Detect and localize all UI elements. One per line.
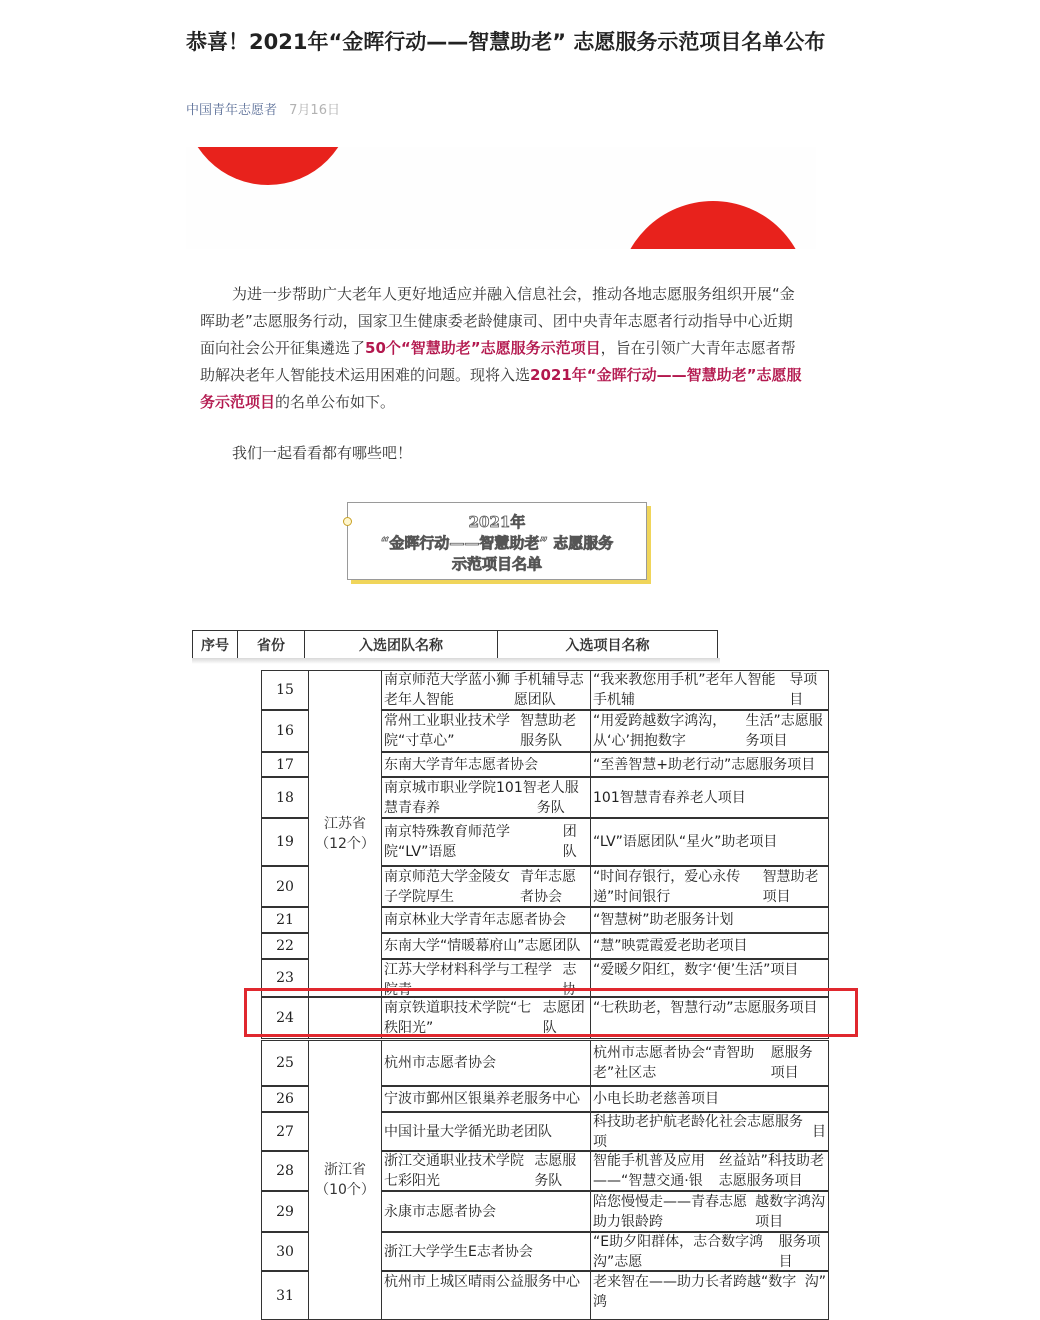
- project-name: [590, 1232, 829, 1271]
- cell-line: “用爱跨越数字鸿沟，从‘心’拥抱数字: [593, 713, 727, 749]
- province-label: （12个）: [315, 835, 375, 852]
- cell-line: 杭州市志愿者协会: [384, 1055, 496, 1071]
- province-label: 江苏省: [323, 815, 366, 832]
- cell-line: “慧”映霓霞爱老助老项目: [593, 938, 748, 954]
- project-name: [590, 1040, 829, 1086]
- cell-line: 导项目: [789, 672, 818, 708]
- cell-line: 陪您慢慢走——青春志愿助力银龄跨: [593, 1193, 747, 1230]
- highlight-box: [244, 988, 858, 1037]
- team-name: [381, 1040, 591, 1086]
- header-team: 入选团队名称: [305, 631, 498, 659]
- team-name: [381, 907, 591, 933]
- cell-line: 南京师范大学蓝小狮老年人智能: [384, 672, 510, 708]
- cell-line: 老来智在——助力长者跨越“数字鸿: [593, 1274, 797, 1310]
- team-name: [381, 866, 591, 907]
- cell-line: 浙江大学学生E志者协会: [384, 1243, 533, 1260]
- author-link[interactable]: 中国青年志愿者: [186, 103, 278, 118]
- row-number: 30: [261, 1232, 309, 1271]
- cell-line: “爱暖夕阳红，数字‘便’生活”项目: [593, 962, 799, 978]
- project-name: [590, 1112, 829, 1151]
- project-name: [590, 1151, 829, 1191]
- list-title-line-2: “金晖行动——智慧助老” 志愿服务: [380, 534, 614, 552]
- cell-line: “我来教您用手机”老年人智能手机辅: [593, 672, 776, 708]
- intro-highlight-name: 2021年“金晖行动——智慧助老”志愿服务示范项目: [200, 366, 802, 411]
- province-label: 浙江省: [323, 1162, 366, 1178]
- cell-line: 宁波市鄞州区银巢养老服务中心: [384, 1091, 580, 1107]
- cell-line: 智慧助老项目: [762, 868, 819, 905]
- article-title: 恭喜！2021年“金晖行动——智慧助老” 志愿服务示范项目名单公布: [186, 30, 826, 54]
- list-title-line-3: 示范项目名单: [451, 555, 542, 573]
- cell-line: “E助夕阳群体，志合数字鸿沟”志愿: [593, 1233, 764, 1270]
- team-name: [381, 1191, 591, 1232]
- row-number: 19: [261, 818, 309, 866]
- cell-line: 永康市志愿者协会: [384, 1203, 496, 1220]
- intro-highlight-count: 50个“智慧助老”志愿服务示范项目: [365, 339, 601, 357]
- cell-line: 老人服务队: [536, 779, 579, 816]
- cell-line: 杭州市上城区晴雨公益服务中心: [384, 1274, 580, 1290]
- project-name: [590, 818, 829, 866]
- intro-text-c: 的名单公布如下。: [275, 393, 396, 411]
- project-name: [590, 710, 829, 752]
- cell-line: 101智慧青春养老人项目: [593, 789, 746, 806]
- project-name: [590, 777, 829, 818]
- cell-line: 志愿团队: [542, 1000, 585, 1036]
- project-name: [590, 752, 829, 777]
- cell-line: “LV”语愿团队“星火”助老项目: [593, 834, 778, 850]
- cell-line: 服务项目: [778, 1233, 821, 1270]
- row-number: 27: [261, 1112, 309, 1151]
- cell-line: 小电长助老慈善项目: [593, 1091, 719, 1107]
- province-cell: [308, 670, 382, 997]
- project-name: [590, 933, 829, 959]
- project-name: [590, 1191, 829, 1232]
- team-name: [381, 1112, 591, 1151]
- team-name: [381, 818, 591, 866]
- cell-line: “至善智慧+助老行动”志愿服务项目: [593, 756, 816, 773]
- cell-line: 南京师范大学金陵女子学院厚生: [384, 868, 510, 905]
- cell-line: 生活”志愿服务项目: [745, 713, 823, 749]
- intro-text-b: ，旨在引领广大青年志愿者帮助解决老年人智能技术运用困难的问题。现将入选: [200, 339, 796, 384]
- cell-line: 江苏大学材料科学与工程学院青: [384, 962, 552, 997]
- cell-line: 青年志愿者协会: [520, 868, 576, 905]
- cell-line: 智能手机普及应用——“智慧交通·银: [593, 1153, 705, 1189]
- intro-text-a: 为进一步帮助广大老年人更好地适应并融入信息社会，推动各地志愿服务组织开展“金晖助老”志愿服务行动，国家卫生健康委老龄健康司、团中央青年志愿者行动指导中心近期面向社会公开征集遴选了: [200, 285, 795, 357]
- cell-line: 志协: [562, 962, 577, 997]
- cell-line: 东南大学青年志愿者协会: [384, 756, 538, 773]
- header-no: 序号: [193, 631, 238, 659]
- team-name: [381, 1086, 591, 1112]
- row-number: 20: [261, 866, 309, 907]
- cell-line: “七秩助老，智慧行动”志愿服务项目: [593, 1000, 818, 1016]
- row-number: 17: [261, 752, 309, 777]
- row-number: 29: [261, 1191, 309, 1232]
- row-number: 22: [261, 933, 309, 959]
- project-table: [261, 0, 829, 1312]
- project-name: [590, 866, 829, 907]
- publish-date: 7月16日: [289, 103, 340, 118]
- project-name: [590, 907, 829, 933]
- team-name: [381, 933, 591, 959]
- row-number: 31: [261, 1271, 309, 1320]
- row-number: 25: [261, 1040, 309, 1086]
- cell-line: 东南大学“情暖幕府山”志愿团队: [384, 938, 581, 954]
- project-name: [590, 1086, 829, 1112]
- row-number: 23: [261, 959, 309, 997]
- cell-line: 手机辅导志愿团队: [513, 672, 584, 708]
- province-label: （10个）: [315, 1182, 375, 1198]
- cell-line: 杭州市志愿者协会“青智助老”社区志: [593, 1045, 755, 1081]
- project-name: [590, 670, 829, 710]
- cell-line: 科技助老护航老龄化社会志愿服务项: [593, 1113, 803, 1150]
- cell-line: 南京林业大学青年志愿者协会: [384, 912, 566, 928]
- row-number: 24: [261, 997, 309, 1039]
- cell-line: 南京特殊教育师范学院“LV”语愿: [384, 824, 510, 860]
- header-project: 入选项目名称: [498, 631, 718, 659]
- cell-line: 愿服务项目: [770, 1045, 813, 1081]
- row-number: 15: [261, 670, 309, 710]
- team-name: [381, 710, 591, 752]
- cell-line: 南京铁道职技术学院“七秩阳光”: [384, 1000, 532, 1036]
- team-name: [381, 1232, 591, 1271]
- cell-line: 志愿服务队: [534, 1153, 577, 1189]
- cell-line: “智慧树”助老服务计划: [593, 912, 734, 928]
- cell-line: 丝益站”科技助老志愿服务项目: [718, 1153, 824, 1189]
- row-number: 18: [261, 777, 309, 818]
- team-name: [381, 752, 591, 777]
- team-name: [381, 1151, 591, 1191]
- project-name: [590, 1271, 829, 1320]
- team-name: [381, 670, 591, 710]
- cell-line: 沟”: [804, 1274, 826, 1290]
- cell-line: “时间存银行，爱心永传递”时间银行: [593, 868, 741, 905]
- intro-paragraph-2: 我们一起看看都有哪些吧！: [232, 444, 413, 462]
- row-number: 26: [261, 1086, 309, 1112]
- cell-line: 常州工业职业技术学院“寸草心”: [384, 713, 510, 749]
- team-name: [381, 1271, 591, 1320]
- header-province: 省份: [238, 631, 305, 659]
- team-name: [381, 777, 591, 818]
- province-cell: [308, 1040, 382, 1320]
- cell-line: 团队: [562, 824, 577, 860]
- cell-line: 越数字鸿沟项目: [755, 1193, 826, 1230]
- cell-line: 智慧助老服务队: [520, 713, 577, 749]
- cell-line: 浙江交通职业技术学院七彩阳光: [384, 1153, 524, 1189]
- row-number: 16: [261, 710, 309, 752]
- cell-line: 南京城市职业学院101智慧青春养: [384, 779, 537, 816]
- cell-line: 中国计量大学循光助老团队: [384, 1123, 552, 1140]
- list-title-line-1: 2021年: [468, 513, 526, 531]
- row-number: 28: [261, 1151, 309, 1191]
- row-number: 21: [261, 907, 309, 933]
- cell-line: 目: [812, 1123, 826, 1140]
